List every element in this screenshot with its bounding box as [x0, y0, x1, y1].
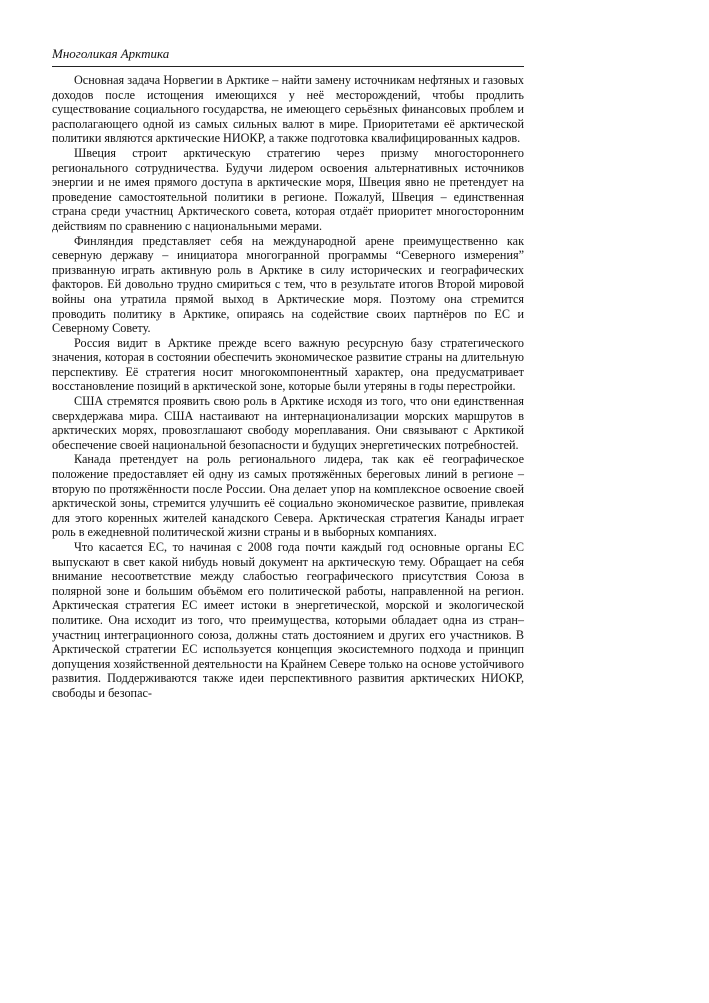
paragraph-sweden: Швеция строит арктическую стратегию через призму многостороннего регионального сотрудничества. Будучи лидером освоения альтернативных источников энергии и не имея прямого доступа в арктические моря, Швеция явно не претендует на проведение самостоятельной политики в регионе. Пожалуй, Швеция – единственная страна среди участниц Арктического совета, которая отдаёт приоритет многосторонним действиям по сравнению с национальными мерами.	[52, 145, 524, 233]
paragraph-finland: Финляндия представляет себя на международной арене преимущественно как северную державу – инициатора многогранной программы “Северного измерения” призванную играть активную роль в Арктике в силу исторических и географических факторов. Ей довольно трудно смириться с тем, что в результате итогов Второй мировой войны она утратила прямой выход в Арктические моря. Поэтому она стремится проводить политику в Арктике, опираясь на содействие своих партнёров по ЕС и Северному Совету.	[52, 233, 524, 336]
paragraph-usa: США стремятся проявить свою роль в Арктике исходя из того, что они единственная сверхдержава мира. США настаивают на интернационализации морских маршрутов в арктических морях, провозглашают свободу мореплавания. Они связывают с Арктикой обеспечение своей национальной безопасности и будущих энергетических потребностей.	[52, 394, 524, 452]
paragraph-norway: Основная задача Норвегии в Арктике – найти замену источникам нефтяных и газовых доходов после истощения имеющихся у неё месторождений, чтобы продлить существование социального государства, не имеющего серьёзных финансовых проблем и располагающего одной из самых сильных валют в мире. Приоритетами её арктической политики являются арктические НИОКР, а также подготовка квалифицированных кадров.	[52, 73, 524, 146]
paragraph-russia: Россия видит в Арктике прежде всего важную ресурсную базу стратегического значения, которая в состоянии обеспечить экономическое развитие страны на длительную перспективу. Её стратегия носит многокомпонентный характер, она предусматривает восстановление позиций в арктической зоне, которые были утеряны в годы перестройки.	[52, 335, 524, 394]
running-head: Многоликая Арктика	[52, 46, 524, 67]
body-text	[52, 73, 524, 701]
paragraph-eu: Что касается ЕС, то начиная с 2008 года почти каждый год основные органы ЕС выпускают в свет какой нибудь новый документ на арктическую тему. Обращает на себя внимание несоответствие между слабостью географического присутствия Союза в полярной зоне и большим объёмом его политической работы, направленной на регион. Арктическая стратегия ЕС имеет истоки в энергетической, морской и экологической политике. Она исходит из того, что преимущества, которыми обладает одна из стран–участниц интеграционного союза, должны стать достоянием и других его участников. В Арктической стратегии ЕС используется концепция экосистемного подхода и принцип допущения хозяйственной деятельности на Крайнем Севере только на основе устойчивого развития. Поддерживаются также идеи перспективного развития арктических НИОКР, свободы и безопас-	[52, 540, 524, 700]
document-page	[52, 46, 524, 701]
paragraph-canada: Канада претендует на роль регионального лидера, так как её географическое положение предоставляет ей одну из самых протяжённых береговых линий в регионе – вторую по протяжённости после России. Она делает упор на комплексное освоение своей арктической зоны, стремится улучшить её социально экономическое развитие, привлекая для этого коренных жителей канадского Севера. Арктическая стратегия Канады играет роль в ежедневной политической жизни страны и в выборных компаниях.	[52, 452, 524, 540]
